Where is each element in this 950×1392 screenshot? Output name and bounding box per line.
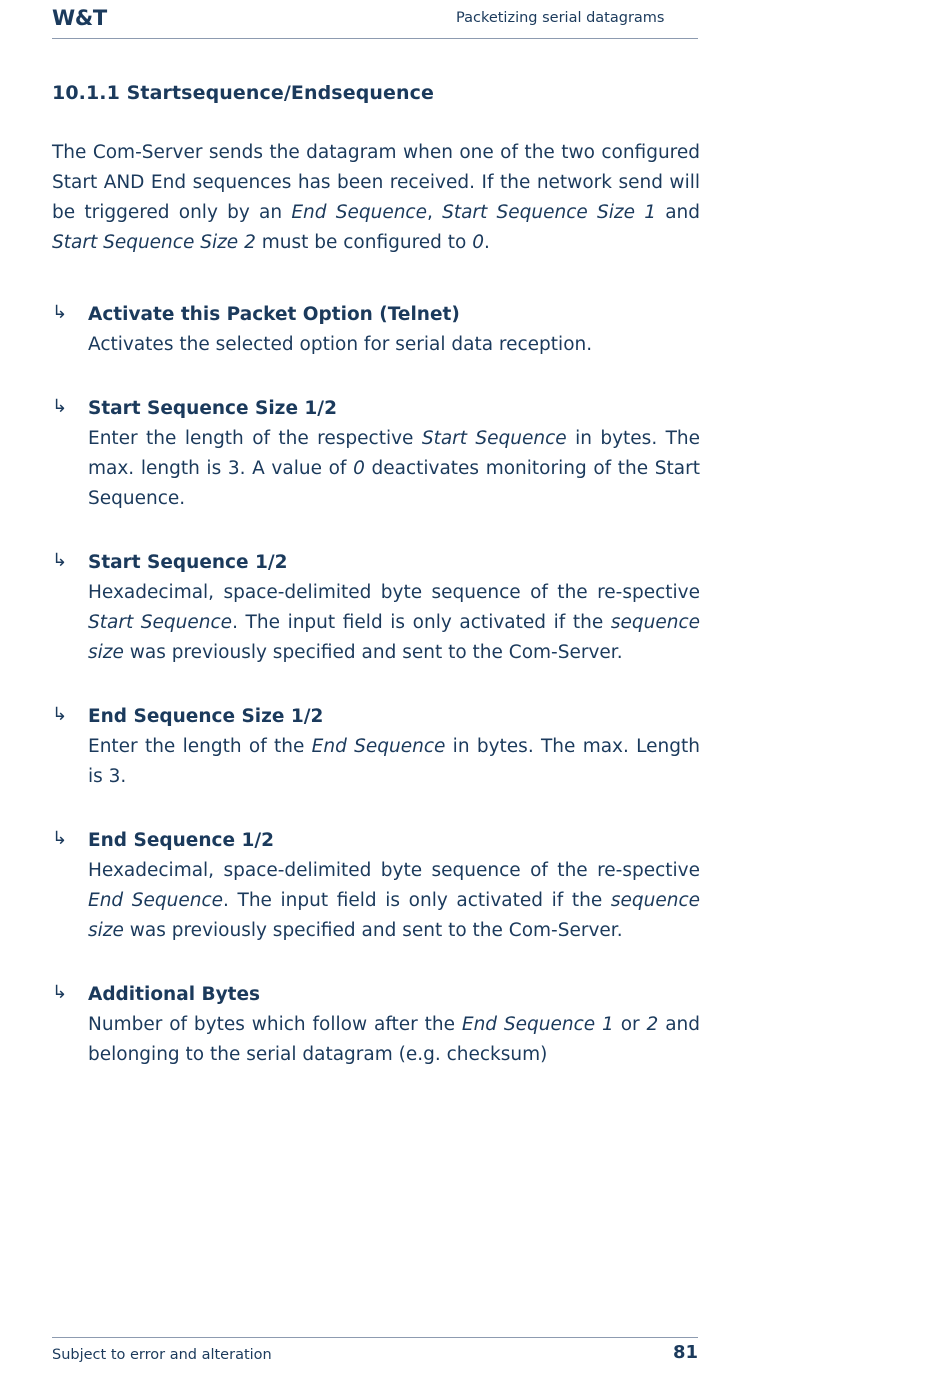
intro-text-3: and: [655, 202, 700, 223]
arrow-right-hook-icon: ↳: [52, 396, 68, 417]
intro-text-5: .: [484, 232, 490, 253]
page-content: [52, 82, 702, 1070]
footer-disclaimer: Subject to error and alteration: [52, 1347, 272, 1363]
desc-emphasis-2: sequence size: [88, 612, 700, 663]
desc-text-2: in bytes. The max. length is 3. A value of: [88, 428, 701, 479]
list-item-description: [88, 732, 700, 792]
intro-emphasis-2: Start Sequence Size 1: [442, 202, 656, 223]
list-item-title: End Sequence 1/2: [88, 830, 274, 851]
list-item: [52, 548, 736, 668]
list-item-title: Activate this Packet Option (Telnet): [88, 304, 460, 325]
desc-emphasis-1: End Sequence: [88, 890, 224, 911]
list-item-description: [88, 424, 700, 514]
desc-text-1: Enter the length of the respective: [88, 428, 422, 449]
desc-text-2: . The input field is only activated if the: [232, 612, 611, 633]
desc-text-1: Activates the selected option for serial data reception.: [88, 334, 593, 355]
list-item-title: Start Sequence Size 1/2: [88, 398, 337, 419]
desc-emphasis-2: 2: [646, 1014, 659, 1035]
desc-text-1: Hexadecimal, space-delimited byte sequence of the re-spective: [88, 582, 700, 603]
desc-emphasis-2: 0: [353, 458, 365, 479]
desc-text-2: . The input field is only activated if the: [223, 890, 611, 911]
desc-text-3: deactivates monitoring of the Start Sequence.: [88, 458, 700, 509]
running-header-title: Packetizing serial datagrams: [456, 10, 665, 26]
list-item: [52, 702, 736, 792]
intro-emphasis-3: Start Sequence Size 2: [52, 232, 256, 253]
intro-paragraph: [52, 138, 700, 258]
desc-text-1: Enter the length of the: [88, 736, 312, 757]
intro-text-1: The Com-Server sends the datagram when one of the two configured Start AND End sequences has been received. If the network send will be triggered only by an: [52, 142, 700, 223]
desc-emphasis-1: Start Sequence: [421, 428, 567, 449]
list-item-description: [88, 578, 700, 668]
intro-emphasis-1: End Sequence: [291, 202, 427, 223]
page-header: [52, 6, 698, 40]
list-item: [52, 394, 736, 514]
page-title: 10.1.1 Startsequence/Endsequence: [52, 82, 434, 104]
list-item-title: Start Sequence 1/2: [88, 552, 288, 573]
list-item-description: [88, 330, 700, 360]
list-item-title: End Sequence Size 1/2: [88, 706, 324, 727]
desc-text-2: or: [613, 1014, 647, 1035]
desc-text-1: Hexadecimal, space-delimited byte sequence of the re-spective: [88, 860, 700, 881]
arrow-right-hook-icon: ↳: [52, 828, 68, 849]
desc-text-3: and belonging to the serial datagram (e.g. checksum): [88, 1014, 701, 1065]
desc-text-2: in bytes. The max. Length is 3.: [88, 736, 700, 787]
arrow-right-hook-icon: ↳: [52, 550, 68, 571]
page-number: 81: [672, 1342, 698, 1363]
desc-text-1: Number of bytes which follow after the: [88, 1014, 462, 1035]
footer-divider: [52, 1337, 698, 1338]
list-item: [52, 300, 736, 360]
intro-text-2: ,: [426, 202, 443, 223]
list-item: [52, 826, 736, 946]
desc-text-3: was previously specified and sent to the Com-Server.: [123, 920, 623, 941]
desc-emphasis-1: Start Sequence: [88, 612, 233, 633]
header-divider: [52, 38, 698, 39]
intro-text-4: must be configured to: [255, 232, 473, 253]
list-item-title: Additional Bytes: [88, 984, 261, 1005]
arrow-right-hook-icon: ↳: [52, 704, 68, 725]
arrow-right-hook-icon: ↳: [52, 982, 68, 1003]
arrow-right-hook-icon: ↳: [52, 302, 68, 323]
desc-text-3: was previously specified and sent to the Com-Server.: [123, 642, 623, 663]
list-item-description: [88, 856, 700, 946]
desc-emphasis-1: End Sequence: [311, 736, 446, 757]
desc-emphasis-2: sequence size: [88, 890, 700, 941]
list-item: [52, 980, 736, 1070]
intro-emphasis-4: 0: [472, 232, 485, 253]
company-logo-text: W&T: [52, 6, 107, 30]
desc-emphasis-1: End Sequence 1: [461, 1014, 614, 1035]
list-item-description: [88, 1010, 700, 1070]
